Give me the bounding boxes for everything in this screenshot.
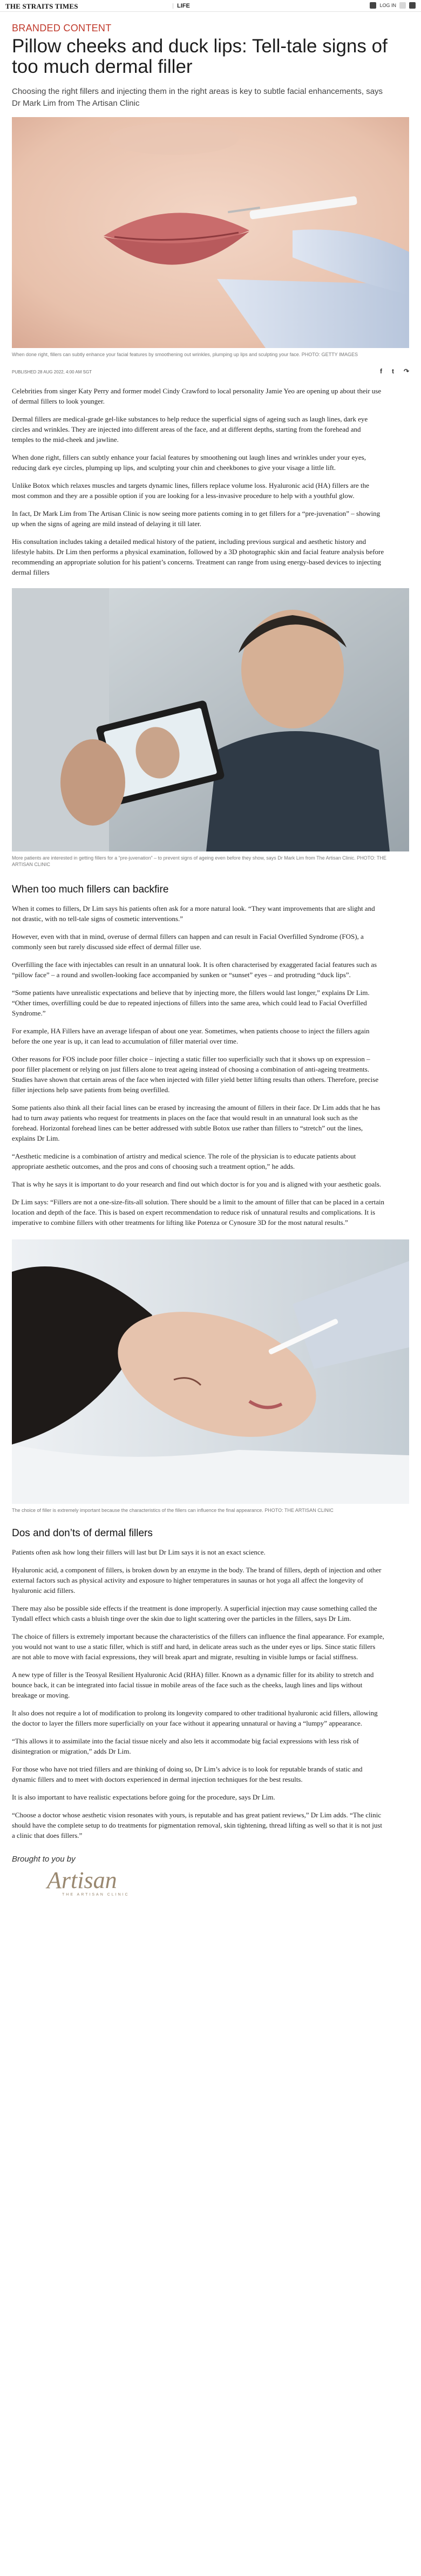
section-label[interactable]: LIFE: [177, 3, 190, 9]
login-link[interactable]: LOG IN: [379, 3, 396, 8]
site-logo[interactable]: THE STRAITS TIMES: [5, 2, 78, 10]
brought-to-you-by-label: Brought to you by: [12, 1855, 76, 1864]
paragraph: “Aesthetic medicine is a combination of artistry and medical science. The role of the physician is to educate patients about appropriate aesthetic outcomes, and the pros and cons of choosing such a treatment option,” he adds.: [12, 1152, 356, 1170]
hero-photo: [12, 117, 409, 348]
doctor-photo: [12, 588, 409, 851]
user-icon[interactable]: [370, 2, 376, 9]
paragraph: Overfilling the face with injectables can result in an unnatural look. It is often characterised by exaggerated facial features such as “pillow face” – a round and swollen-looking face accompanied by sunken or “sunset” eyes – and protruding “duck lips”.: [12, 960, 377, 979]
paragraph: Patients often ask how long their fillers will last but Dr Lim says it is not an exact science.: [12, 1548, 266, 1556]
share-buttons: [380, 367, 409, 375]
doctor-figure: [12, 588, 409, 868]
treatment-photo: [12, 1239, 409, 1504]
paragraph: For example, HA Fillers have an average lifespan of about one year. Sometimes, when patients choose to inject the fillers again before the one year is up, it can lead to accumulation of filler material over time.: [12, 1027, 370, 1045]
branded-content-label: BRANDED CONTENT: [12, 23, 112, 33]
hero-figure: [12, 117, 409, 358]
paragraph: “This allows it to assimilate into the facial tissue nicely and also lets it accommodate big facial expressions with less risk of disintegration or migration,” adds Dr Lim.: [12, 1737, 359, 1755]
twitter-share-icon[interactable]: t: [391, 367, 394, 375]
paragraph: When done right, fillers can subtly enhance your facial features by smoothening out laugh lines and wrinkles under your eyes, reducing dark eye circles, plumping up lips, and sculpting your chin and cheekbones to give your visage a little lift.: [12, 453, 366, 472]
article-body-1: [12, 386, 384, 577]
sponsor-logo[interactable]: [47, 1868, 144, 1897]
lips-injection-image: [12, 117, 409, 348]
article-meta: [12, 367, 409, 378]
paragraph: That is why he says it is important to do your research and find out which doctor is for you and is aligned with your aesthetic goals.: [12, 1180, 382, 1188]
paragraph: “Some patients have unrealistic expectations and believe that by injecting more, the fillers would last longer,” explains Dr Lim. “Other times, overfilling could be due to repeated injections of fillers into the same area, which could lead to Facial Overfilled Syndrome.”: [12, 989, 370, 1017]
paragraph: Dr Lim says: “Fillers are not a one-size-fits-all solution. There should be a limit to the amount of filler that can be placed in a certain location and depth of the face. This is based on expert recommendation to reduce risk of unnatural results and complications. It is imperative to combine fillers with other treatments for lifting like Potenza or Cynosure 3D for the most natural results.”: [12, 1198, 384, 1226]
paragraph: Unlike Botox which relaxes muscles and targets dynamic lines, fillers replace volume loss. Hyaluronic acid (HA) fillers are the most common and they are a possible option if you are looking for a less-invasive procedure to help with a youthful glow.: [12, 481, 369, 500]
paragraph: It is also important to have realistic expectations before going for the procedure, says Dr Lim.: [12, 1793, 275, 1801]
paragraph: When it comes to fillers, Dr Lim says his patients often ask for a more natural look. “They want improvements that are slight and not drastic, with no tell-tale signs of cosmetic interventions.”: [12, 904, 375, 923]
paragraph: Hyaluronic acid, a component of fillers, is broken down by an enzyme in the body. The brand of fillers, depth of injection and other external factors such as physical activity and exposure to higher temperatures in saunas or hot yoga all affect the longevity of hyaluronic acid fillers.: [12, 1566, 382, 1594]
paragraph: For those who have not tried fillers and are thinking of doing so, Dr Lim’s advice is to look for reputable brands of static and dynamic fillers and to meet with doctors experienced in dermal injection techniques for the best results.: [12, 1765, 363, 1783]
sponsor-logo-word: Artisan: [47, 1867, 117, 1893]
paragraph: There may also be possible side effects if the treatment is done improperly. A superficial injection may cause something called the Tyndall effect which casts a bluish tinge over the skin due to light scattering over the particles in the fillers, says Dr Lim.: [12, 1604, 377, 1623]
facebook-share-icon[interactable]: f: [379, 367, 382, 375]
share-icon[interactable]: ↷: [403, 367, 409, 375]
sponsor-logo-sub: THE ARTISAN CLINIC: [62, 1893, 130, 1897]
search-icon[interactable]: [399, 2, 406, 9]
article-body-3: [12, 1528, 384, 1841]
paragraph: The choice of fillers is extremely important because the characteristics of the fillers can influence the final appearance. For example, you would not want to use a static filler, which is stiff and hard, in delicate areas such as the under eyes or lips. Since static fillers are not able to move with facial expressions, they will break apart and migrate, resulting in visible lumps or facial stiffness.: [12, 1632, 384, 1661]
paragraph: Some patients also think all their facial lines can be erased by increasing the amount of fillers in their face. Dr Lim adds that he has had to turn away patients who request for treatments in places on the face that would result in an unnatural look such as the forehead. Horizontal forehead lines can be better addressed with subtle Botox use rather than fillers to “stretch” out the lines, explains Dr Lim.: [12, 1103, 381, 1142]
treatment-figure: [12, 1239, 409, 1514]
hero-caption: When done right, fillers can subtly enhance your facial features by smoothening out wrinkles, plumping up lips and sculpting your face. PHOTO: GETTY IMAGES: [12, 352, 358, 357]
section-heading-dos-donts: Dos and don’ts of dermal fillers: [12, 1528, 153, 1539]
published-date: PUBLISHED 28 AUG 2022, 4:00 AM SGT: [12, 370, 92, 374]
article-body-2: [12, 884, 384, 1228]
paragraph: Celebrities from singer Katy Perry and former model Cindy Crawford to local personality Jamie Yeo are opening up about their use of dermal fillers to look younger.: [12, 387, 382, 405]
top-navigation-bar: [0, 0, 421, 12]
article-title: Pillow cheeks and duck lips: Tell-tale signs of too much dermal filler: [12, 36, 388, 77]
doctor-caption: More patients are interested in getting fillers for a “pre-juvenation” – to prevent signs of ageing even before they show, says Dr Mark Lim from The Artisan Clinic. PHOTO: THE ARTISAN CLINIC: [12, 855, 386, 867]
paragraph: In fact, Dr Mark Lim from The Artisan Clinic is now seeing more patients coming in to get fillers for a “pre-juvenation” – showing up when the signs of ageing are mild instead of delaying it till later.: [12, 509, 381, 528]
menu-icon[interactable]: [409, 2, 416, 9]
treatment-caption: The choice of filler is extremely important because the characteristics of the fillers can influence the final appearance. PHOTO: THE ARTISAN CLINIC: [12, 1508, 334, 1513]
paragraph: However, even with that in mind, overuse of dermal fillers can happen and can result in Facial Overfilled Syndrome (FOS), a commonly seen but rarely discussed side effect of dermal filler use.: [12, 932, 364, 951]
section-heading-backfire: When too much fillers can backfire: [12, 884, 169, 895]
paragraph: “Choose a doctor whose aesthetic vision resonates with yours, is reputable and has great patient reviews,” Dr Lim adds. “The clinic should have the complete setup to do treatments for pigmentation removal, skin tightening, thread lifting as well so that it is not just a clinic that does fillers.”: [12, 1811, 382, 1839]
paragraph: His consultation includes taking a detailed medical history of the patient, including previous surgical and aesthetic history and lifestyle habits. Dr Lim then performs a physical examination, followed by a 3D photographic skin and facial feature analysis before recommending an appropriate solution for his patient’s concerns. Treatment can range from using energy-based devices to injecting dermal fillers: [12, 537, 384, 576]
paragraph: Other reasons for FOS include poor filler choice – injecting a static filler too superficially such that it shows up on expression – poor filler placement or relying on just fillers alone to treat ageing instead of choosing a combination of anti-ageing treatments. Studies have shown that certain areas of the face when injected with filler yield better lifting results than others. Therefore, precise filler injections help save patients from being overfilled.: [12, 1055, 379, 1094]
filler-treatment-image: [12, 1239, 409, 1504]
article: [0, 23, 421, 1897]
paragraph: Dermal fillers are medical-grade gel-like substances to help reduce the superficial signs of ageing such as laugh lines, dark eye circles and wrinkles. They are injected into different areas of the face, and at different depths, starting from the forehead and temples to the mid-cheek and jawline.: [12, 415, 368, 444]
doctor-consultation-image: [12, 588, 409, 851]
paragraph: It also does not require a lot of modification to prolong its longevity compared to other traditional hyaluronic acid fillers, allowing the doctor to layer the fillers more superficially on your face without it appearing unnatural or having a “lumpy” appearance.: [12, 1709, 378, 1727]
top-right-controls: [370, 2, 416, 9]
article-standfirst: Choosing the right fillers and injecting them in the right areas is key to subtle facial enhancements, says Dr Mark Lim from The Artisan Clinic: [12, 87, 383, 108]
paragraph: A new type of filler is the Teosyal Resilient Hyaluronic Acid (RHA) filler. Known as a dynamic filler for its ability to stretch and bounce back, it can be integrated into facial tissue in mobile areas of the face such as the cheeks, laugh lines and lips without breakage or moving.: [12, 1671, 374, 1699]
